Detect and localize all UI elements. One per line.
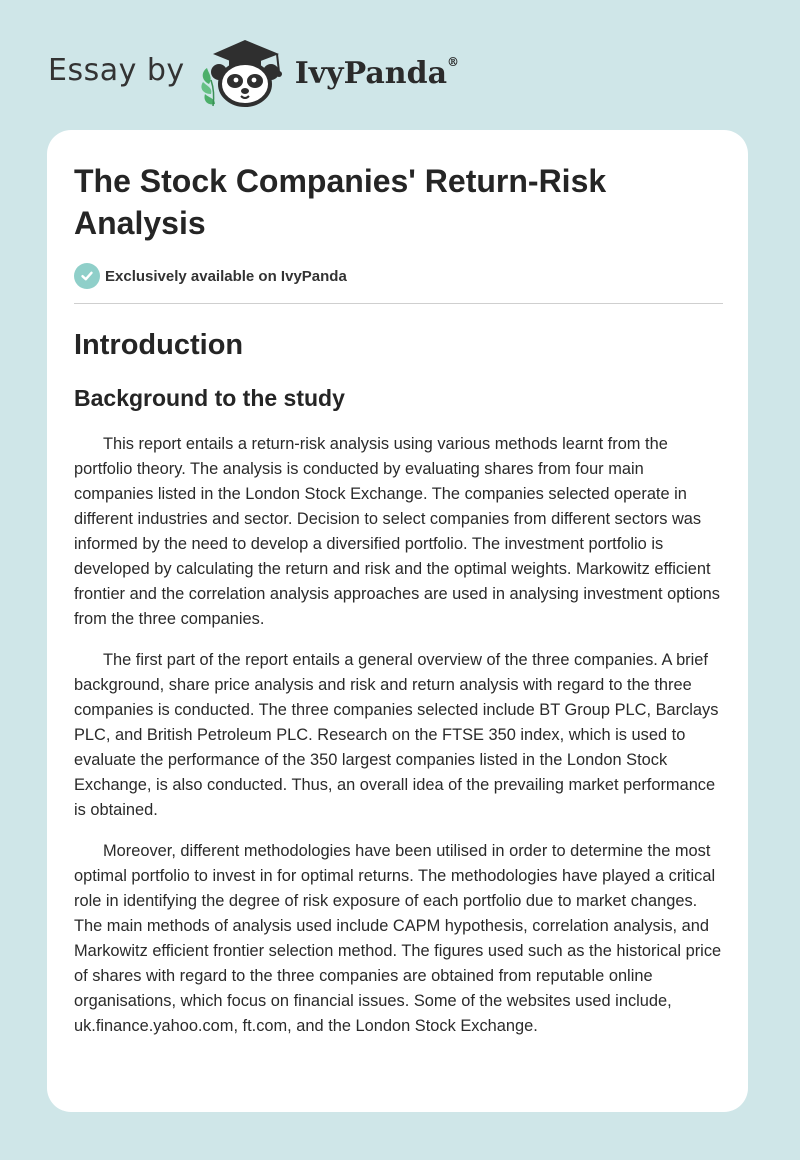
section-heading: Introduction	[74, 329, 244, 361]
article-card	[47, 130, 748, 1112]
article-title: The Stock Companies' Return-Risk Analysis	[74, 163, 607, 241]
panda-graduate-logo-icon	[199, 36, 291, 108]
article-content	[74, 160, 723, 1039]
exclusive-badge	[74, 263, 723, 289]
subsection-heading: Background to the study	[74, 385, 345, 411]
paragraph: This report entails a return-risk analysis using various methods learnt from the portfolio theory. The analysis is conducted by evaluating shares from four main companies listed in the London Stock Exchange. The companies selected operate in different industries and sector. Decision to select companies from different sectors was informed by the need to develop a diversified portfolio. The investment portfolio is developed by calculating the return and risk and the optimal weights. Markowitz efficient frontier and the correlation analysis approaches are used in analysing investment options from the three companies.	[74, 435, 720, 628]
brand-name: IvyPanda®	[294, 54, 460, 91]
site-header	[48, 36, 459, 108]
check-icon	[74, 263, 100, 289]
exclusive-label: Exclusively available on IvyPanda	[105, 267, 347, 285]
ivypanda-logo-link[interactable]	[199, 36, 459, 108]
paragraph: The first part of the report entails a general overview of the three companies. A brief background, share price analysis and risk and return analysis with regard to the three companies is conducted. The three companies selected include BT Group PLC, Barclays PLC, and British Petroleum PLC. Research on the FTSE 350 index, which is used to evaluate the performance of the 350 largest companies listed in the London Stock Exchange, is also conducted. Thus, an overall idea of the prevailing market performance is obtained.	[74, 651, 719, 819]
divider	[74, 303, 723, 304]
paragraph: Moreover, different methodologies have been utilised in order to determine the most optimal portfolio to invest in for optimal returns. The methodologies have played a critical role in identifying the degree of risk exposure of each portfolio due to market changes. The main methods of analysis used include CAPM hypothesis, correlation analysis, and Markowitz efficient frontier selection method. The figures used such as the historical price of shares with regard to the three companies are obtained from reputable online organisations, which focus on financial issues. Some of the websites used include, uk.finance.yahoo.com, ft.com, and the London Stock Exchange.	[74, 842, 722, 1035]
brand-prefix: Essay by	[48, 52, 185, 88]
